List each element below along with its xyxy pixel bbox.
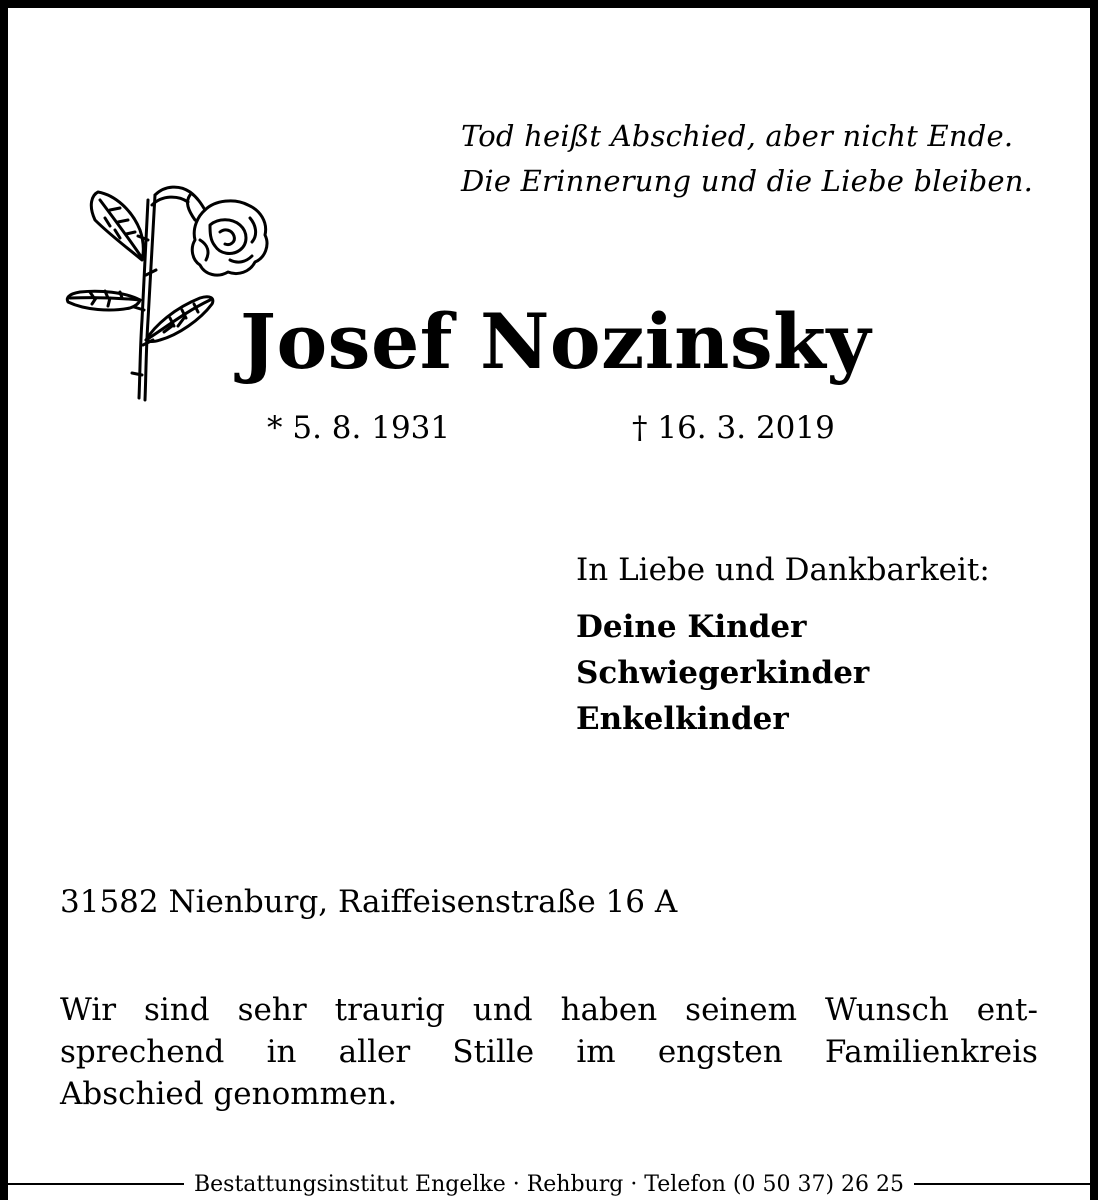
message-word: Familienkreis <box>824 1034 1038 1070</box>
message-word: seinem <box>685 992 798 1028</box>
message-word: engsten <box>657 1034 783 1070</box>
message-word: Stille <box>452 1034 535 1070</box>
message <box>60 989 1038 1115</box>
quote-line-1: Tod heißt Abschied, aber nicht Ende. <box>460 119 1014 153</box>
mourner-name: Enkelkinder <box>576 701 789 737</box>
mourner-name: Deine Kinder <box>576 609 807 645</box>
message-word: traurig <box>334 992 445 1028</box>
footer <box>0 1170 1098 1200</box>
mourner-name: Schwiegerkinder <box>576 655 870 691</box>
message-word: in <box>266 1034 297 1070</box>
message-word: sprechend <box>60 1034 225 1070</box>
birth-date: * 5. 8. 1931 <box>267 410 451 446</box>
mourners-intro: In Liebe und Dankbarkeit: <box>576 552 990 588</box>
message-word: haben <box>560 992 658 1028</box>
death-date: † 16. 3. 2019 <box>632 410 835 446</box>
message-word: aller <box>338 1034 411 1070</box>
message-word: sehr <box>237 992 307 1028</box>
message-word: im <box>576 1034 616 1070</box>
address: 31582 Nienburg, Raiffeisenstraße 16 A <box>60 884 678 920</box>
message-word: Wir <box>60 992 117 1028</box>
funeral-home-info: Bestattungsinstitut Engelke · Rehburg · Telefon (0 50 37) 26 25 <box>184 1172 914 1197</box>
message-word: sind <box>144 992 210 1028</box>
quote <box>461 114 1033 204</box>
message-line-1 <box>60 989 1038 1031</box>
message-line-3: Abschied genommen. <box>60 1076 398 1112</box>
quote-line-2: Die Erinnerung und die Liebe bleiben. <box>460 164 1033 198</box>
message-word: ent- <box>976 992 1038 1028</box>
message-line-2 <box>60 1031 1038 1073</box>
message-word: Wunsch <box>825 992 949 1028</box>
mourners-list <box>576 604 869 742</box>
message-word: und <box>472 992 533 1028</box>
deceased-name: Josef Nozinsky <box>240 297 871 386</box>
